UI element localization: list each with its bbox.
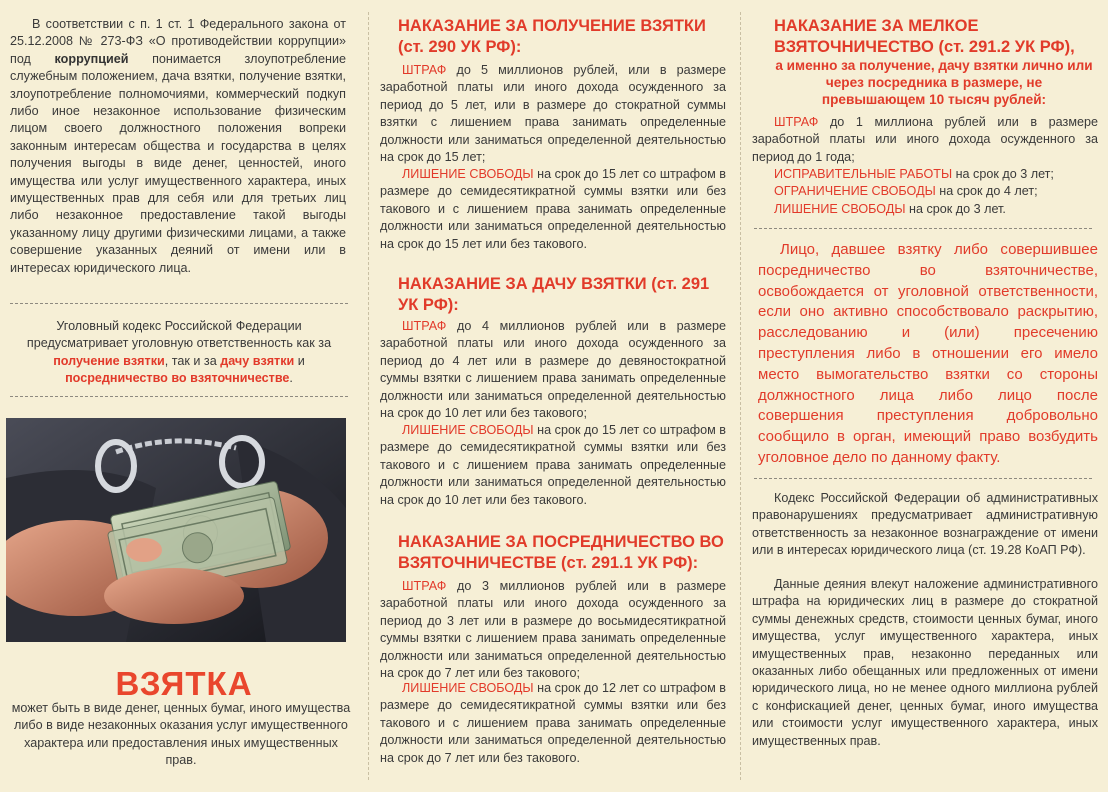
handcuffed-hands-photo: [6, 418, 346, 642]
administrative-code-note: Кодекс Российской Федерации об административных правонарушениях предусматривает административную ответственность за незаконное вознаграждение от имени или в интересах юридического лица (ст. 19.28 КоАП РФ).: [752, 491, 1098, 558]
heading-receiving-bribe: НАКАЗАНИЕ ЗА ПОЛУЧЕНИЕ ВЗЯТКИ (ст. 290 УК РФ):: [398, 17, 706, 56]
column-penalties: [368, 0, 740, 792]
divider: [754, 478, 1092, 479]
column-definitions: [0, 0, 368, 792]
penalty-imprisonment: ЛИШЕНИЕ СВОБОДЫ на срок до 15 лет со штрафом в размере до семидесятикратной суммы взятки или без такового и с лишением права занимать определенные должности или заниматься определенной деятельностью на срок до 10 лет или без такового.: [380, 423, 726, 507]
penalty-fine: ШТРАФ до 3 миллионов рублей или в размере заработной платы или иного дохода осужденного за период до 3 лет или в размере до восьмидесятикратной суммы взятки с лишением права занимать определенные должности или заниматься определенной деятельностью на срок до 7 лет или без такового;: [380, 579, 726, 681]
divider: [10, 303, 348, 304]
heading-mediation: НАКАЗАНИЕ ЗА ПОСРЕДНИЧЕСТВО ВО ВЗЯТОЧНИЧЕСТВЕ (ст. 291.1 УК РФ):: [398, 533, 724, 572]
divider: [10, 396, 348, 397]
penalty-list: ИСПРАВИТЕЛЬНЫЕ РАБОТЫ на срок до 3 лет; ОГРАНИЧЕНИЕ СВОБОДЫ на срок до 4 лет; ЛИШЕНИЕ СВОБОДЫ на срок до 3 лет.: [774, 167, 1054, 216]
corruption-definition: В соответствии с п. 1 ст. 1 Федерального закона от 25.12.2008 № 273-ФЗ «О противодействии коррупции» под коррупцией понимается злоупотребление служебным положением, дача взятки, получение взятки, злоупотребление полномочиями, коммерческий подкуп либо иное незаконное использование физическим лицом своего должностного положения вопреки законным интересам общества и государства в целях получения выгоды в виде денег, ценностей, иного имущества или услуг имущественного характера, иных имущественных прав для себя или для третьих лиц либо незаконное предоставление такой выгоды указанному лицу другими физическими лицами, а также совершение указанных деяний от имени или в интересах юридического лица.: [10, 17, 346, 275]
penalty-imprisonment: ЛИШЕНИЕ СВОБОДЫ на срок до 15 лет со штрафом в размере до семидесятикратной суммы взятки или без такового и с лишением права занимать определенные должности или заниматься определенной деятельностью на срок до 15 лет или без такового.: [380, 167, 726, 251]
divider: [754, 228, 1092, 229]
corruption-term: коррупцией: [54, 51, 129, 66]
photo-illustration: [6, 418, 346, 642]
bribe-title: ВЗЯТКА: [115, 665, 253, 702]
exemption-note: Лицо, давшее взятку либо совершившее посредничество во взяточничестве, освобождается от уголовной ответственности, если оно активно способствовало раскрытию, расследованию и (или) пресечению преступления либо в отношении его имело место вымогательство взятки со стороны должностного лица либо лицо после совершения преступления добровольно сообщило в орган, имеющий право возбудить уголовное дело по данному факту.: [758, 241, 1098, 466]
petty-bribery-subheading: а именно за получение, дачу взятки лично или через посредника в размере, не превышающем 10 тысяч рублей:: [775, 58, 1093, 107]
heading-petty-bribery: НАКАЗАНИЕ ЗА МЕЛКОЕ ВЗЯТОЧНИЧЕСТВО (ст. 291.2 УК РФ),: [774, 17, 1075, 56]
administrative-fine-note: Данные деяния влекут наложение административного штрафа на юридических лиц в размере до стократной суммы денежных средств, стоимости ценных бумаг, иного имущества, услуг имущественного характера, иных имущественных прав, незаконно переданных или оказанных либо обещанных или предложенных от имени юридического лица, но не менее одного миллиона рублей с конфискацией денег, ценных бумаг, иного имущества или стоимости услуг имущественного характера, иных имущественных прав.: [752, 577, 1098, 748]
column-petty-bribery: [740, 0, 1108, 792]
penalty-fine: ШТРАФ до 4 миллионов рублей или в размере заработной платы или иного дохода осужденного за период до 4 лет или в размере до девяностократной суммы взятки с лишением права занимать определенные должности или заниматься определенной деятельностью на срок до 10 лет или без такового;: [380, 319, 726, 421]
penalty-imprisonment: ЛИШЕНИЕ СВОБОДЫ на срок до 12 лет со штрафом в размере до семидесятикратной суммы взятки или без такового и с лишением права занимать определенные должности или заниматься определенной деятельностью на срок до 7 лет или без такового.: [380, 681, 726, 765]
penalty-fine: ШТРАФ до 5 миллионов рублей, или в размере заработной платы или иного дохода осужденного за период до 5 лет, или в размере до стократной суммы взятки с лишением права занимать определенные должности или заниматься определенной деятельностью на срок до 15 лет;: [380, 63, 726, 165]
penalty-fine: ШТРАФ до 1 миллиона рублей или в размере заработной платы или иного дохода осужденного за период до 1 года;: [752, 115, 1098, 164]
criminal-code-note: Уголовный кодекс Российской Федерации предусматривает уголовную ответственность как за получение взятки, так и за дачу взятки и посредничество во взяточничестве.: [26, 319, 332, 386]
bribe-definition: может быть в виде денег, ценных бумаг, иного имущества либо в виде незаконных оказания услуг имущественного характера или предоставления иных имущественных прав.: [11, 701, 351, 768]
heading-giving-bribe: НАКАЗАНИЕ ЗА ДАЧУ ВЗЯТКИ (ст. 291 УК РФ):: [398, 275, 710, 314]
